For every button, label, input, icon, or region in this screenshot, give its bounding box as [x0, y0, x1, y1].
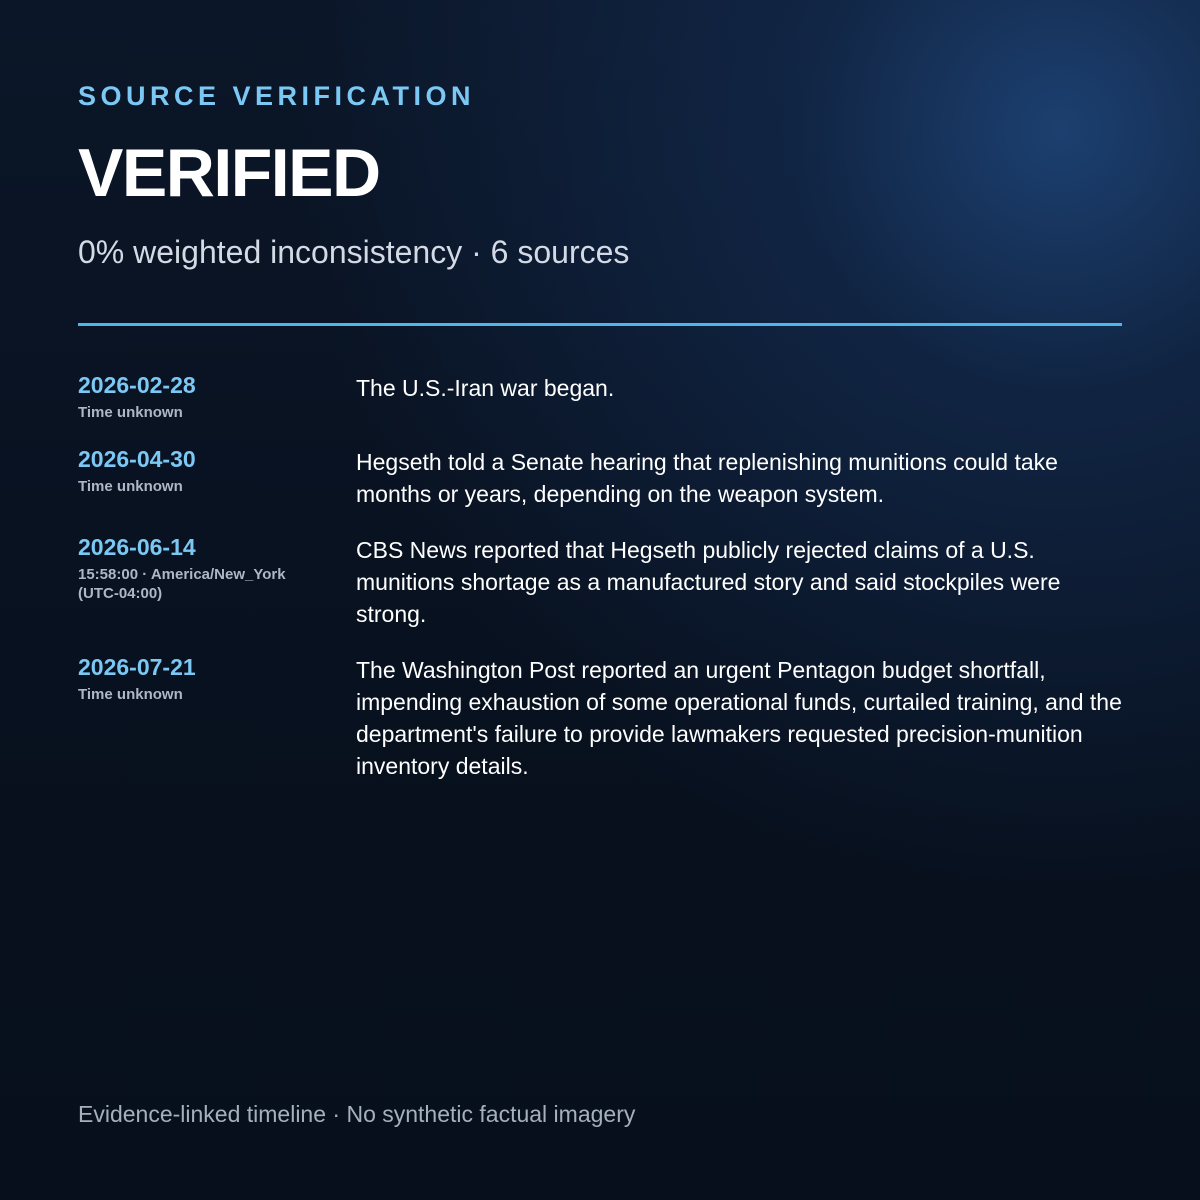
verification-status: VERIFIED [78, 135, 380, 211]
verification-card [78, 0, 1122, 1200]
event-time: Time unknown [78, 404, 183, 421]
timeline-event [78, 532, 1122, 630]
timeline [78, 370, 1122, 804]
event-description: CBS News reported that Hegseth publicly rejected claims of a U.S. munitions shortage as a manufactured story and said stockpiles were strong. [356, 537, 1061, 627]
event-description: The U.S.-Iran war began. [356, 375, 615, 401]
event-date: 2026-02-28 [78, 372, 196, 398]
timeline-event [78, 444, 1122, 510]
event-description: Hegseth told a Senate hearing that replenishing munitions could take months or years, depending on the weapon system. [356, 449, 1058, 507]
event-time: Time unknown [78, 686, 183, 703]
timeline-event [78, 370, 1122, 422]
timeline-event [78, 652, 1122, 782]
event-meta [78, 532, 356, 603]
event-time: 15:58:00 · America/New_York (UTC-04:00) [78, 566, 286, 602]
divider [78, 323, 1122, 326]
event-date: 2026-06-14 [78, 534, 196, 560]
section-eyebrow: SOURCE VERIFICATION [78, 81, 476, 111]
footer-note: Evidence-linked timeline · No synthetic factual imagery [78, 1101, 636, 1127]
event-meta [78, 444, 356, 496]
event-description: The Washington Post reported an urgent Pentagon budget shortfall, impending exhaustion of some operational funds, curtailed training, and the department's failure to provide lawmakers requested precision-munition inventory details. [356, 657, 1122, 779]
event-date: 2026-04-30 [78, 446, 196, 472]
verification-summary: 0% weighted inconsistency · 6 sources [78, 234, 630, 270]
event-meta [78, 370, 356, 422]
event-date: 2026-07-21 [78, 654, 196, 680]
event-meta [78, 652, 356, 704]
event-time: Time unknown [78, 478, 183, 495]
